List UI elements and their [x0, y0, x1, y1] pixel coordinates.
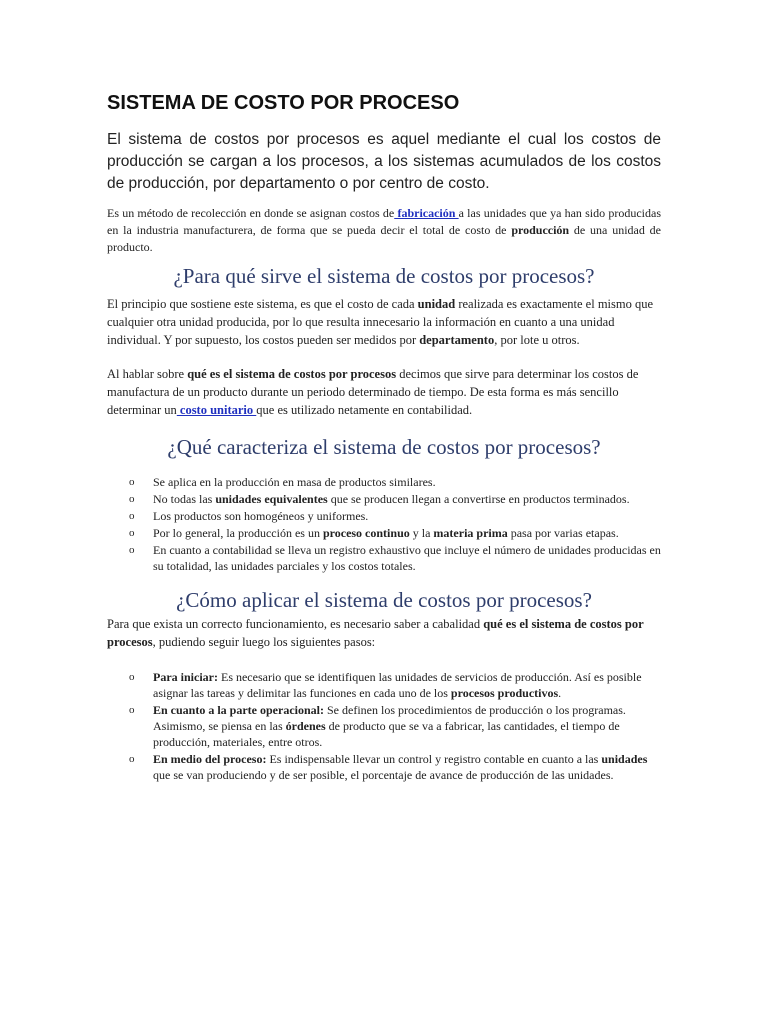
text-run: Se definen los procedimientos de producción o los programas. Asimismo, se piensa en las [153, 703, 626, 733]
list-item [107, 474, 661, 490]
list-item [107, 669, 661, 701]
text-run: decimos que sirve para determinar los costos de manufactura de un producto durante un periodo determinado de tiempo. De esta forma es más sencillo determinar un [107, 367, 639, 417]
bold-run: procesos productivos [450, 686, 559, 700]
text-run: de una unidad de producto. [107, 223, 661, 254]
text-run: . [558, 686, 562, 700]
bullet-marker: o [129, 493, 135, 505]
text-run: Para que exista un correcto funcionamiento, es necesario saber a cabalidad [107, 617, 484, 631]
text-run: Los productos son homogéneos y uniformes. [153, 509, 369, 523]
definition-paragraph [107, 205, 661, 256]
text-run: , pudiendo seguir luego los siguientes pasos: [152, 635, 376, 649]
text-run: No todas las [153, 492, 216, 506]
link-costo-unitario[interactable]: costo unitario [176, 403, 257, 417]
text-run: Es un método de recolección en donde se asignan costos de [107, 206, 395, 220]
bold-run: qué es el sistema de costos por procesos [107, 617, 644, 649]
bullet-marker: o [129, 476, 135, 488]
text-run: y la [409, 526, 434, 540]
bullet-marker: o [129, 527, 135, 539]
bullet-marker: o [129, 753, 135, 765]
bold-run: unidades equivalentes [215, 492, 328, 506]
text-run: Se aplica en la producción en masa de productos similares. [153, 475, 436, 489]
bold-run: producción [511, 223, 570, 237]
text-run: de producto que se va a fabricar, las cantidades, el tiempo de producción, materiales, entre otros. [153, 719, 620, 749]
como-aplicar-paragraph [107, 615, 661, 651]
document-title: SISTEMA DE COSTO POR PROCESO [107, 92, 460, 114]
text-run: que es utilizado netamente en contabilidad. [256, 403, 473, 417]
bullet-marker: o [129, 544, 135, 556]
link-fabricacion[interactable]: fabricación [394, 206, 459, 220]
para-que-sirve-paragraph-1 [107, 295, 661, 349]
list-item [107, 491, 661, 507]
bold-run: materia prima [433, 526, 508, 540]
bold-run: Para iniciar: [153, 670, 218, 684]
document-content [107, 92, 661, 793]
bullet-marker: o [129, 671, 135, 683]
bold-run: órdenes [285, 719, 326, 733]
list-item [107, 751, 661, 783]
section-heading-que-caracteriza: ¿Qué caracteriza el sistema de costos por procesos? [167, 435, 601, 459]
caracteristicas-list [107, 474, 661, 574]
text-run: pasa por varias etapas. [507, 526, 619, 540]
bold-run: proceso continuo [322, 526, 410, 540]
bold-run: unidades [601, 752, 648, 766]
list-item [107, 542, 661, 574]
bold-run: departamento [419, 333, 495, 347]
text-run: Por lo general, la producción es un [153, 526, 323, 540]
bold-run: En medio del proceso: [153, 752, 267, 766]
text-run: Al hablar sobre [107, 367, 188, 381]
text-run: realizada es exactamente el mismo que cualquier otra unidad producida, por lo que resulta innecesario la información en cuanto a una unidad individual. Y por supuesto, los costos pueden ser medidos por [107, 297, 654, 347]
list-item [107, 525, 661, 541]
text-run: En cuanto a contabilidad se lleva un registro exhaustivo que incluye el número de unidades producidas en su totalidad, las unidades parciales y los costos totales. [153, 543, 661, 573]
pasos-list [107, 669, 661, 783]
list-item [107, 702, 661, 750]
bullet-marker: o [129, 704, 135, 716]
text-run: que se van produciendo y de ser posible, el porcentaje de avance de producción de las unidades. [153, 768, 614, 782]
text-run: que se producen llegan a convertirse en productos terminados. [327, 492, 630, 506]
section-heading-como-aplicar: ¿Cómo aplicar el sistema de costos por procesos? [176, 588, 592, 612]
text-run: El principio que sostiene este sistema, es que el costo de cada [107, 297, 418, 311]
bold-run: unidad [417, 297, 456, 311]
text-run: Es indispensable llevar un control y registro contable en cuanto a las [266, 752, 602, 766]
para-que-sirve-paragraph-2 [107, 365, 661, 419]
intro-paragraph: El sistema de costos por procesos es aquel mediante el cual los costos de producción se cargan a los procesos, a los sistemas acumulados de los costos de producción, por departamento o por centro de costo. [107, 131, 661, 192]
text-run: Es necesario que se identifiquen las unidades de servicios de producción. Así es posible asignar las tareas y delimitar las funciones en cada uno de los [153, 670, 642, 700]
list-item [107, 508, 661, 524]
bullet-marker: o [129, 510, 135, 522]
bold-run: En cuanto a la parte operacional: [153, 703, 324, 717]
text-run: a las unidades que ya han sido producidas en la industria manufacturera, de forma que se pueda decir el total de costo de [107, 206, 661, 237]
bold-run: qué es el sistema de costos por procesos [187, 367, 397, 381]
section-heading-para-que-sirve: ¿Para qué sirve el sistema de costos por procesos? [173, 264, 595, 288]
text-run: , por lote u otros. [494, 333, 580, 347]
